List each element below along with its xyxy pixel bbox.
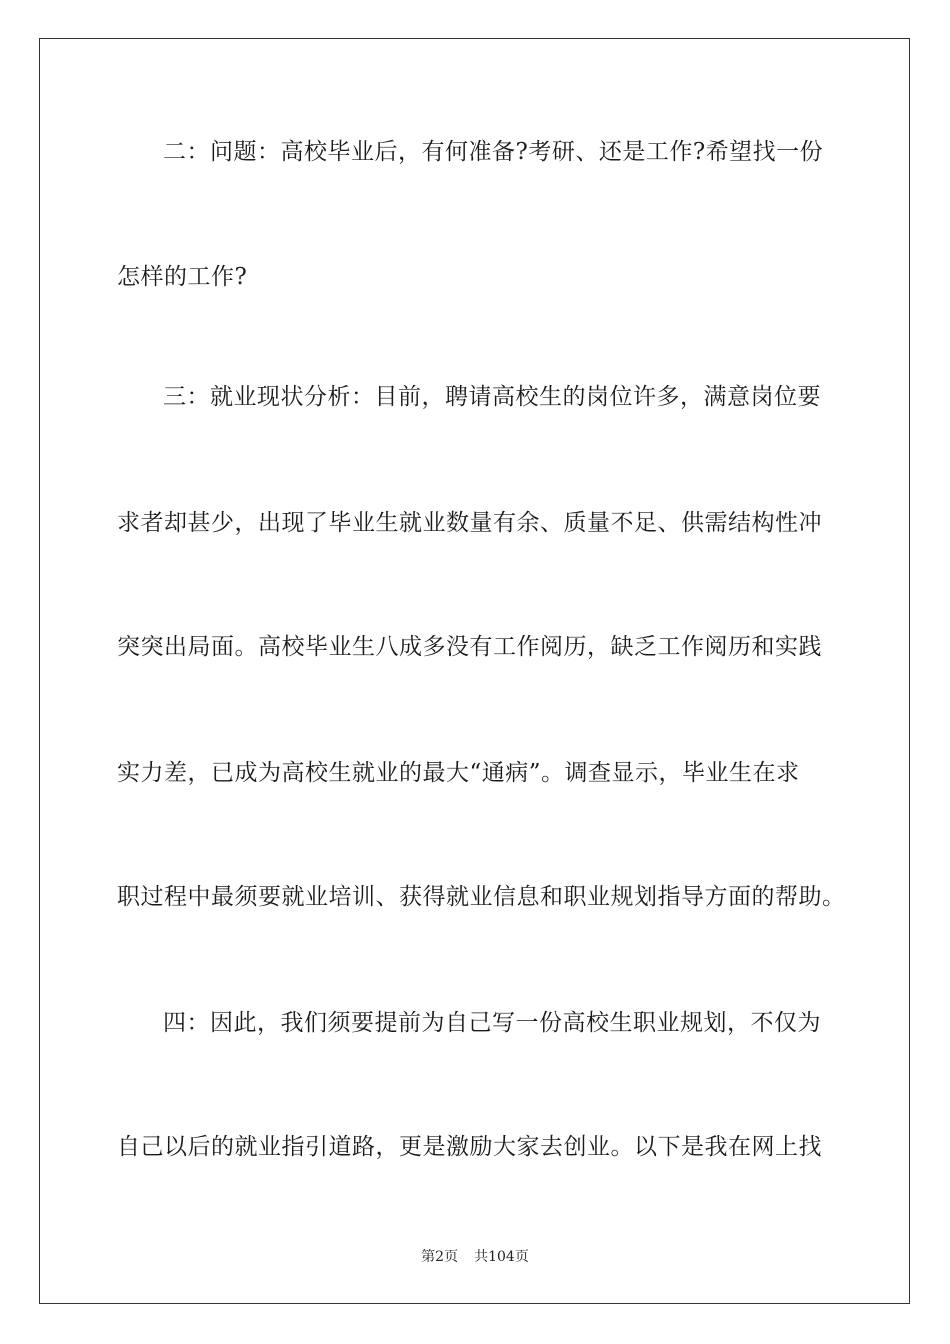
paragraph-line: 实力差，已成为高校生就业的最大“通病”。调查显示，毕业生在求	[117, 760, 800, 786]
paragraph-line: 二：问题：高校毕业后，有何准备?考研、还是工作?希望找一份	[163, 139, 824, 165]
page-border	[39, 38, 910, 1304]
paragraph-line: 四：因此，我们须要提前为自己写一份高校生职业规划，不仅为	[163, 1010, 821, 1036]
paragraph-line: 三：就业现状分析：目前，聘请高校生的岗位许多，满意岗位要	[163, 384, 821, 410]
paragraph-line: 突突出局面。高校毕业生八成多没有工作阅历，缺乏工作阅历和实践	[117, 634, 822, 660]
page-number: 第2页	[421, 1249, 459, 1265]
paragraph-line: 求者却甚少，出现了毕业生就业数量有余、质量不足、供需结构性冲	[117, 510, 822, 536]
paragraph-line: 怎样的工作?	[117, 264, 248, 290]
paragraph-line: 职过程中最须要就业培训、获得就业信息和职业规划指导方面的帮助。	[117, 884, 846, 910]
paragraph-line: 自己以后的就业指引道路，更是激励大家去创业。以下是我在网上找	[117, 1134, 822, 1160]
page-footer	[0, 1248, 950, 1266]
total-pages: 共104页	[474, 1249, 529, 1265]
